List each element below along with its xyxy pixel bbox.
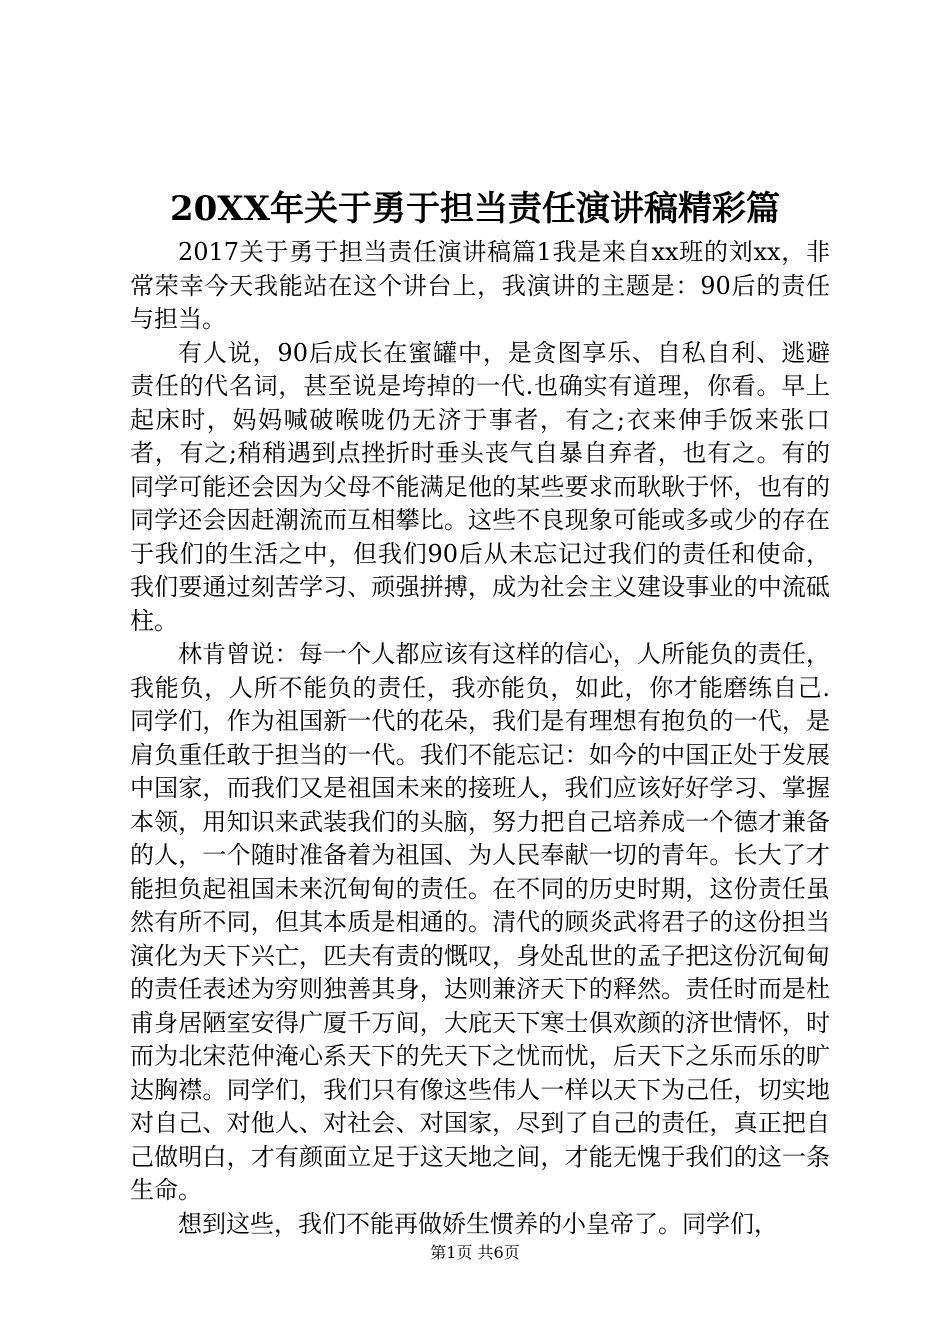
- paragraph-2: 有人说，90后成长在蜜罐中，是贪图享乐、自私自利、逃避责任的代名词，甚至说是垮掉的一代.也确实有道理，你看。早上起床时，妈妈喊破喉咙仍无济于事者，有之;衣来伸手饭来张口者，有之;稍稍遇到点挫折时垂头丧气自暴自弃者，也有之。有的同学可能还会因为父母不能满足他的某些要求而耿耿于怀，也有的同学还会因赶潮流而互相攀比。这些不良现象可能或多或少的存在于我们的生活之中，但我们90后从未忘记过我们的责任和使命，我们要通过刻苦学习、顽强拼搏，成为社会主义建设事业的中流砥柱。: [130, 338, 830, 635]
- paragraph-4: 想到这些，我们不能再做娇生惯养的小皇帝了。同学们，: [178, 1209, 778, 1238]
- document-title: 20XX年关于勇于担当责任演讲稿精彩篇: [169, 189, 781, 229]
- paragraph-3: 林肯曾说：每一个人都应该有这样的信心，人所能负的责任，我能负，人所不能负的责任，我亦能负，如此，你才能磨练自己.同学们，作为祖国新一代的花朵，我们是有理想有抱负的一代，是肩负重任敢于担当的一代。我们不能忘记：如今的中国正处于发展中国家，而我们又是祖国未来的接班人，我们应该好好学习、掌握本领，用知识来武装我们的头脑，努力把自己培养成一个德才兼备的人，一个随时准备着为祖国、为人民奉献一切的青年。长大了才能担负起祖国未来沉甸甸的责任。在不同的历史时期，这份责任虽然有所不同，但其本质是相通的。清代的顾炎武将君子的这份担当演化为天下兴亡，匹夫有责的慨叹，身处乱世的孟子把这份沉甸甸的责任表述为穷则独善其身，达则兼济天下的释然。责任时而是杜甫身居陋室安得广厦千万间，大庇天下寒士俱欢颜的济世情怀，时而为北宋范仲淹心系天下的先天下之忧而忧，后天下之乐而乐的旷达胸襟。同学们，我们只有像这些伟人一样以天下为己任，切实地对自己、对他人、对社会、对国家，尽到了自己的责任，真正把自己做明白，才有颜面立足于这天地之间，才能无愧于我们的这一条生命。: [130, 640, 830, 1204]
- page-number-footer: 第1页 共6页: [430, 1243, 520, 1262]
- paragraph-1: 2017关于勇于担当责任演讲稿篇1我是来自xx班的刘xx，非常荣幸今天我能站在这个讲台上，我演讲的主题是：90后的责任与担当。: [130, 238, 830, 333]
- document-body: [130, 236, 830, 1241]
